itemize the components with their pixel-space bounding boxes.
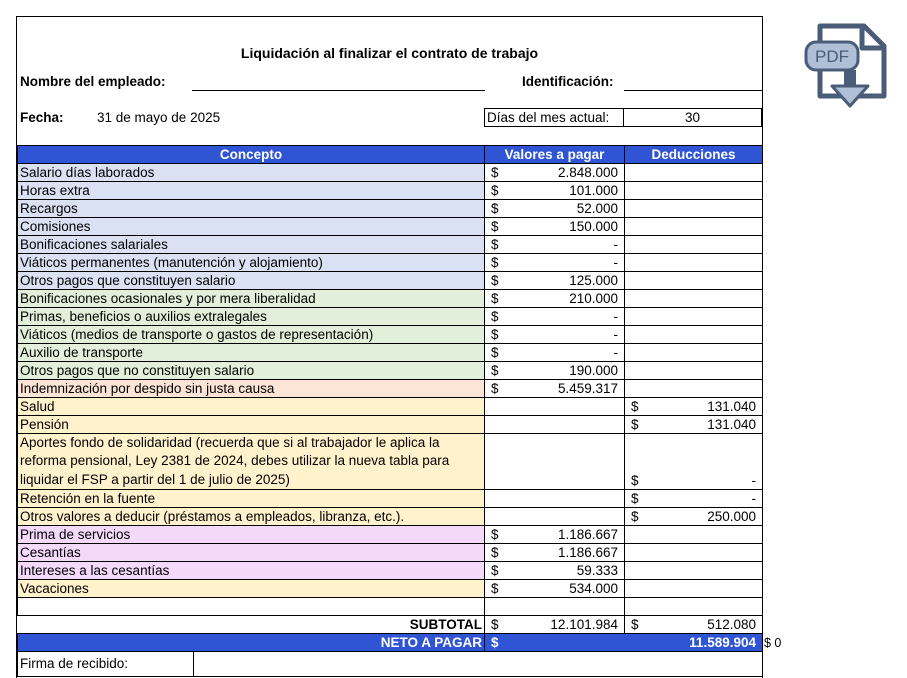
row-pay-cell [485, 490, 625, 508]
currency-symbol: $ [491, 237, 499, 252]
table-row [18, 544, 763, 562]
row-pay-amount: - [613, 327, 618, 342]
table-row [18, 182, 763, 200]
row-concept: Horas extra [18, 182, 485, 200]
row-pay-cell [485, 344, 625, 362]
table-row [18, 362, 763, 380]
spacer-row [18, 598, 763, 616]
row-deduction-cell [625, 272, 763, 290]
date-label: Fecha: [20, 110, 64, 125]
table-row [18, 434, 763, 490]
row-deduction-amount: 131.040 [707, 399, 756, 414]
row-pay-cell [485, 434, 625, 490]
currency-symbol: $ [491, 327, 499, 342]
row-deduction-cell [625, 200, 763, 218]
row-deduction-cell [625, 398, 763, 416]
table-row [18, 508, 763, 526]
currency-symbol: $ [491, 165, 499, 180]
currency-symbol: $ [491, 183, 499, 198]
currency-symbol: $ [491, 363, 499, 378]
pdf-download-icon[interactable] [802, 20, 892, 112]
row-pay-amount: 59.333 [576, 563, 618, 578]
currency-symbol: $ [491, 581, 499, 596]
neto-label: NETO A PAGAR [18, 634, 485, 652]
row-pay-cell [485, 164, 625, 182]
table-row [18, 326, 763, 344]
payroll-sheet [16, 16, 763, 678]
table-row [18, 526, 763, 544]
table-row [18, 562, 763, 580]
signature-row [18, 652, 763, 677]
currency-symbol: $ [491, 309, 499, 324]
row-concept: Retención en la fuente [18, 490, 485, 508]
row-pay-cell [485, 272, 625, 290]
row-deduction-cell [625, 490, 763, 508]
currency-symbol: $ [631, 473, 639, 488]
row-pay-amount: 101.000 [569, 183, 618, 198]
row-concept: Recargos [18, 200, 485, 218]
row-pay-amount: 1.186.667 [557, 527, 618, 542]
row-concept: Otros valores a deducir (préstamos a empleados, libranza, etc.). [18, 508, 485, 526]
table-header [18, 146, 763, 164]
row-pay-cell [485, 562, 625, 580]
table-row [18, 236, 763, 254]
row-concept: Intereses a las cesantías [18, 562, 485, 580]
subtotal-label: SUBTOTAL [18, 616, 485, 634]
row-deduction-cell [625, 362, 763, 380]
signature-field[interactable] [194, 652, 485, 676]
days-value[interactable]: 30 [623, 108, 762, 127]
row-concept: Cesantías [18, 544, 485, 562]
outside-cell-note: $ 0 [764, 636, 782, 650]
row-deduction-cell [625, 182, 763, 200]
row-pay-amount: - [613, 309, 618, 324]
subtotal-deductions: 512.080 [707, 617, 756, 632]
currency-symbol: $ [491, 273, 499, 288]
currency-symbol: $ [491, 545, 499, 560]
currency-symbol: $ [491, 635, 499, 650]
row-concept: Prima de servicios [18, 526, 485, 544]
row-concept: Salud [18, 398, 485, 416]
row-deduction-cell [625, 580, 763, 598]
row-concept: Comisiones [18, 218, 485, 236]
row-pay-cell [485, 416, 625, 434]
row-deduction-cell [625, 218, 763, 236]
row-deduction-cell [625, 308, 763, 326]
table-row [18, 580, 763, 598]
row-pay-amount: 125.000 [569, 273, 618, 288]
row-concept: Viáticos (medios de transporte o gastos de representación) [18, 326, 485, 344]
currency-symbol: $ [491, 563, 499, 578]
row-pay-amount: 2.848.000 [557, 165, 618, 180]
currency-symbol: $ [491, 219, 499, 234]
currency-symbol: $ [491, 381, 499, 396]
table-row [18, 308, 763, 326]
row-deduction-amount: 131.040 [707, 417, 756, 432]
row-deduction-cell [625, 236, 763, 254]
row-pay-cell [485, 200, 625, 218]
table-row [18, 290, 763, 308]
row-deduction-cell [625, 416, 763, 434]
row-pay-amount: 5.459.317 [557, 381, 618, 396]
row-deduction-cell [625, 380, 763, 398]
row-pay-cell [485, 218, 625, 236]
row-deduction-cell [625, 290, 763, 308]
pdf-label: PDF [815, 47, 849, 66]
row-concept: Bonificaciones ocasionales y por mera liberalidad [18, 290, 485, 308]
neto-row [18, 634, 763, 652]
currency-symbol: $ [491, 291, 499, 306]
row-concept: Otros pagos que no constituyen salario [18, 362, 485, 380]
row-deduction-cell [625, 508, 763, 526]
row-pay-cell [485, 326, 625, 344]
currency-symbol: $ [631, 491, 639, 506]
row-concept: Bonificaciones salariales [18, 236, 485, 254]
employee-name-label: Nombre del empleado: [20, 74, 166, 89]
currency-symbol: $ [491, 255, 499, 270]
table-row [18, 272, 763, 290]
currency-symbol: $ [491, 527, 499, 542]
neto-value: 11.589.904 [689, 635, 756, 650]
row-pay-cell [485, 580, 625, 598]
row-pay-cell [485, 398, 625, 416]
employee-name-field[interactable] [192, 90, 485, 91]
subtotal-pay: 12.101.984 [550, 617, 618, 632]
row-pay-cell [485, 362, 625, 380]
row-pay-amount: 1.186.667 [557, 545, 618, 560]
row-deduction-cell [625, 544, 763, 562]
row-pay-cell [485, 380, 625, 398]
table-row [18, 344, 763, 362]
currency-symbol: $ [631, 399, 639, 414]
row-pay-cell [485, 526, 625, 544]
row-pay-amount: - [613, 237, 618, 252]
header-deductions: Deducciones [625, 146, 763, 164]
row-pay-cell [485, 544, 625, 562]
row-pay-cell [485, 308, 625, 326]
row-pay-cell [485, 290, 625, 308]
header-values: Valores a pagar [485, 146, 625, 164]
liquidation-table [17, 145, 763, 677]
row-deduction-amount: - [751, 491, 756, 506]
row-pay-amount: - [613, 255, 618, 270]
table-row [18, 490, 763, 508]
row-pay-cell [485, 182, 625, 200]
row-pay-amount: 150.000 [569, 219, 618, 234]
table-row [18, 218, 763, 236]
signature-label: Firma de recibido: [18, 652, 194, 676]
row-deduction-cell [625, 434, 763, 490]
row-pay-amount: - [613, 345, 618, 360]
row-deduction-amount: - [751, 473, 756, 488]
subtotal-row [18, 616, 763, 634]
days-label: Días del mes actual: [484, 108, 624, 127]
row-deduction-cell [625, 254, 763, 272]
table-row [18, 164, 763, 182]
identification-field[interactable] [624, 90, 762, 91]
currency-symbol: $ [491, 201, 499, 216]
row-deduction-cell [625, 526, 763, 544]
identification-label: Identificación: [522, 74, 614, 89]
row-concept: Pensión [18, 416, 485, 434]
row-concept: Vacaciones [18, 580, 485, 598]
currency-symbol: $ [631, 617, 639, 632]
table-row [18, 380, 763, 398]
row-deduction-amount: 250.000 [707, 509, 756, 524]
row-concept: Viáticos permanentes (manutención y alojamiento) [18, 254, 485, 272]
row-deduction-cell [625, 164, 763, 182]
row-concept: Indemnización por despido sin justa causa [18, 380, 485, 398]
row-concept: Otros pagos que constituyen salario [18, 272, 485, 290]
row-pay-amount: 210.000 [569, 291, 618, 306]
row-pay-cell [485, 508, 625, 526]
row-concept: Primas, beneficios o auxilios extralegales [18, 308, 485, 326]
table-row [18, 254, 763, 272]
row-concept: Auxilio de transporte [18, 344, 485, 362]
table-row [18, 398, 763, 416]
currency-symbol: $ [631, 509, 639, 524]
currency-symbol: $ [631, 417, 639, 432]
row-concept: Aportes fondo de solidaridad (recuerda que si al trabajador le aplica la reforma pensional, Ley 2381 de 2024, debes utilizar la nueva tabla para liquidar el FSP a partir del 1 de julio de 2025) [18, 434, 485, 490]
row-deduction-cell [625, 562, 763, 580]
row-pay-amount: 52.000 [576, 201, 618, 216]
currency-symbol: $ [491, 617, 499, 632]
table-row [18, 416, 763, 434]
row-pay-cell [485, 236, 625, 254]
header-concept: Concepto [18, 146, 485, 164]
date-value: 31 de mayo de 2025 [97, 110, 221, 125]
row-concept: Salario días laborados [18, 164, 485, 182]
row-deduction-cell [625, 344, 763, 362]
currency-symbol: $ [491, 345, 499, 360]
row-pay-amount: 190.000 [569, 363, 618, 378]
row-deduction-cell [625, 326, 763, 344]
table-row [18, 200, 763, 218]
row-pay-cell [485, 254, 625, 272]
row-pay-amount: 534.000 [569, 581, 618, 596]
document-title: Liquidación al finalizar el contrato de trabajo [240, 45, 539, 61]
